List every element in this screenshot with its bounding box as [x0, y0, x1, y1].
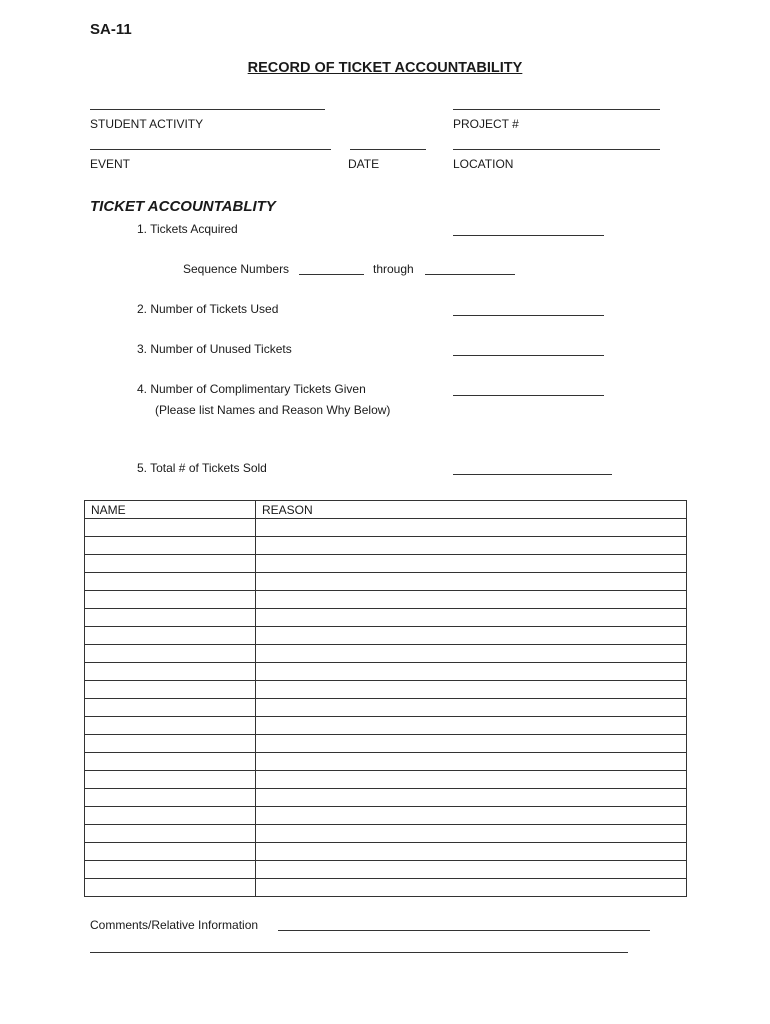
table-row — [85, 555, 687, 573]
name-cell[interactable] — [85, 807, 256, 825]
reason-cell[interactable] — [256, 861, 687, 879]
name-cell[interactable] — [85, 789, 256, 807]
table-row — [85, 573, 687, 591]
names-reason-table — [84, 500, 687, 897]
location-line[interactable] — [453, 149, 660, 150]
table-row — [85, 645, 687, 663]
reason-cell[interactable] — [256, 645, 687, 663]
name-cell[interactable] — [85, 771, 256, 789]
name-cell[interactable] — [85, 627, 256, 645]
table-header-row — [85, 501, 687, 519]
table-row — [85, 807, 687, 825]
tickets-used-label: 2. Number of Tickets Used — [137, 302, 279, 316]
table-row — [85, 771, 687, 789]
name-cell[interactable] — [85, 573, 256, 591]
student-activity-line[interactable] — [90, 109, 325, 110]
name-cell[interactable] — [85, 825, 256, 843]
reason-cell[interactable] — [256, 573, 687, 591]
table-row — [85, 537, 687, 555]
reason-cell[interactable] — [256, 555, 687, 573]
table-row — [85, 717, 687, 735]
reason-cell[interactable] — [256, 753, 687, 771]
reason-cell[interactable] — [256, 627, 687, 645]
tickets-used-line[interactable] — [453, 315, 604, 316]
unused-tickets-line[interactable] — [453, 355, 604, 356]
reason-cell[interactable] — [256, 537, 687, 555]
name-cell[interactable] — [85, 717, 256, 735]
unused-tickets-label: 3. Number of Unused Tickets — [137, 342, 292, 356]
name-cell[interactable] — [85, 681, 256, 699]
complimentary-tickets-label: 4. Number of Complimentary Tickets Given — [137, 382, 366, 396]
name-cell[interactable] — [85, 663, 256, 681]
reason-cell[interactable] — [256, 735, 687, 753]
name-cell[interactable] — [85, 591, 256, 609]
reason-cell[interactable] — [256, 681, 687, 699]
sequence-start-line[interactable] — [299, 274, 364, 275]
name-cell[interactable] — [85, 537, 256, 555]
reason-cell[interactable] — [256, 843, 687, 861]
reason-cell[interactable] — [256, 717, 687, 735]
table-row — [85, 735, 687, 753]
comments-label: Comments/Relative Information — [90, 918, 259, 932]
complimentary-note: (Please list Names and Reason Why Below) — [155, 403, 391, 417]
tickets-acquired-label: 1. Tickets Acquired — [137, 222, 238, 236]
form-code: SA-11 — [90, 21, 132, 38]
reason-cell[interactable] — [256, 825, 687, 843]
reason-column-header: REASON — [256, 501, 687, 519]
date-label: DATE — [348, 157, 380, 171]
table-row — [85, 879, 687, 897]
table-row — [85, 789, 687, 807]
name-cell[interactable] — [85, 555, 256, 573]
name-cell[interactable] — [85, 879, 256, 897]
table-row — [85, 663, 687, 681]
reason-cell[interactable] — [256, 519, 687, 537]
section-title: TICKET ACCOUNTABLITY — [90, 198, 276, 215]
table-row — [85, 681, 687, 699]
table-row — [85, 591, 687, 609]
sequence-end-line[interactable] — [425, 274, 515, 275]
event-label: EVENT — [90, 157, 131, 171]
event-line[interactable] — [90, 149, 331, 150]
table-row — [85, 627, 687, 645]
form-title: RECORD OF TICKET ACCOUNTABILITY — [247, 60, 523, 76]
table-row — [85, 699, 687, 717]
date-line[interactable] — [350, 149, 426, 150]
table-row — [85, 861, 687, 879]
name-cell[interactable] — [85, 753, 256, 771]
name-cell[interactable] — [85, 519, 256, 537]
reason-cell[interactable] — [256, 789, 687, 807]
table-row — [85, 753, 687, 771]
reason-cell[interactable] — [256, 609, 687, 627]
name-cell[interactable] — [85, 699, 256, 717]
name-cell[interactable] — [85, 609, 256, 627]
reason-cell[interactable] — [256, 591, 687, 609]
sequence-numbers-label: Sequence Numbers — [183, 262, 290, 276]
complimentary-tickets-line[interactable] — [453, 395, 604, 396]
table-row — [85, 843, 687, 861]
project-number-line[interactable] — [453, 109, 660, 110]
name-cell[interactable] — [85, 645, 256, 663]
total-sold-line[interactable] — [453, 474, 612, 475]
table-row — [85, 519, 687, 537]
table-body — [85, 519, 687, 897]
location-label: LOCATION — [453, 157, 514, 171]
tickets-acquired-line[interactable] — [453, 235, 604, 236]
name-cell[interactable] — [85, 843, 256, 861]
reason-cell[interactable] — [256, 663, 687, 681]
table-row — [85, 825, 687, 843]
project-number-label: PROJECT # — [453, 117, 519, 131]
reason-cell[interactable] — [256, 879, 687, 897]
comments-line-1[interactable] — [278, 930, 650, 931]
total-sold-label: 5. Total # of Tickets Sold — [137, 461, 267, 475]
student-activity-label: STUDENT ACTIVITY — [90, 117, 204, 131]
comments-line-2[interactable] — [90, 952, 628, 953]
name-cell[interactable] — [85, 735, 256, 753]
name-column-header: NAME — [85, 501, 256, 519]
name-cell[interactable] — [85, 861, 256, 879]
table-row — [85, 609, 687, 627]
reason-cell[interactable] — [256, 699, 687, 717]
reason-cell[interactable] — [256, 771, 687, 789]
reason-cell[interactable] — [256, 807, 687, 825]
through-label: through — [373, 262, 414, 276]
